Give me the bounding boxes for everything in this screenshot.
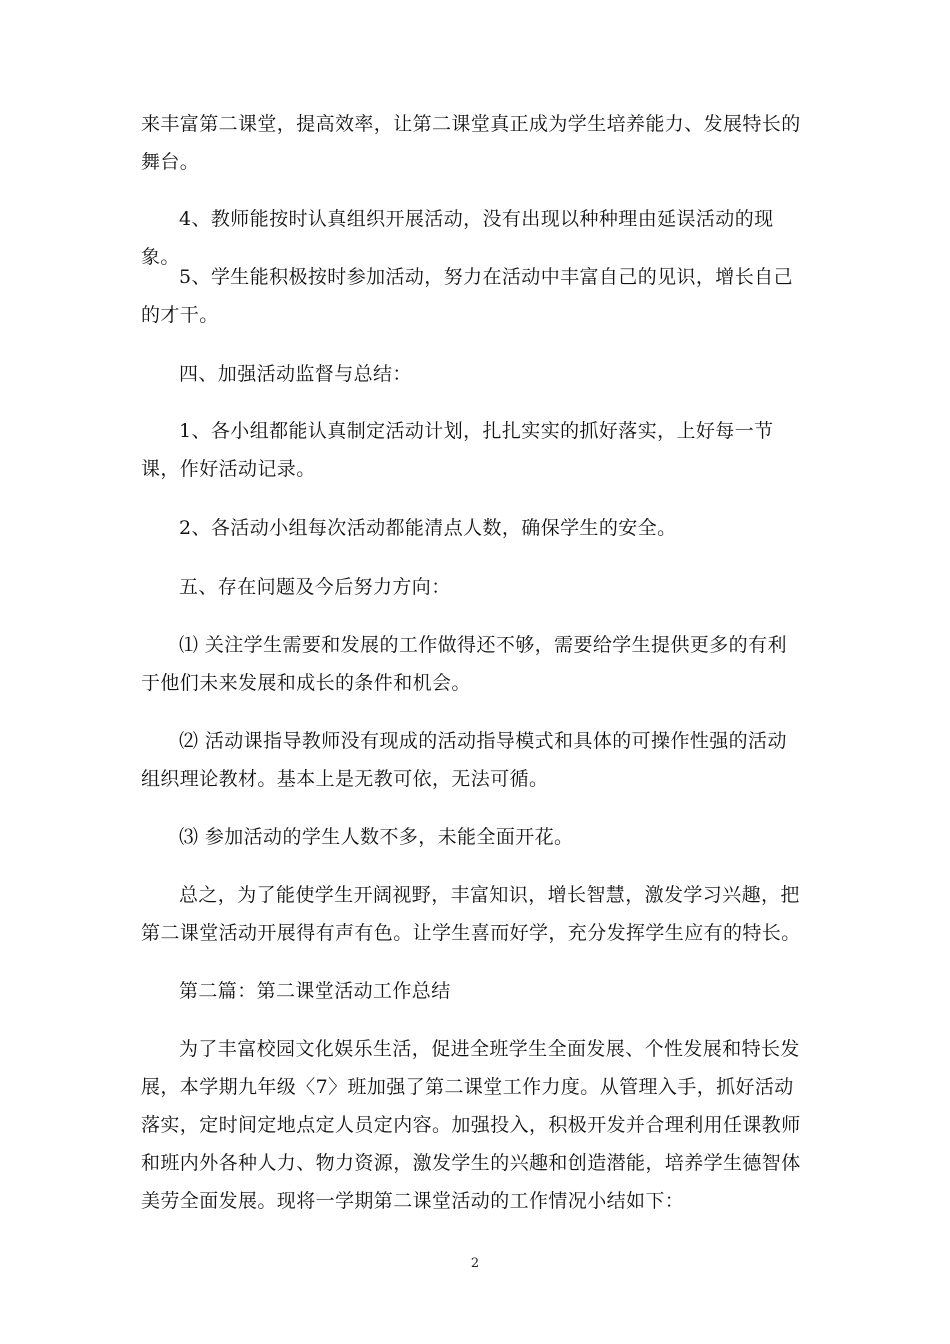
section-heading-4: 四、加强活动监督与总结： [179, 363, 412, 385]
paragraph-item-2: 2、各活动小组每次活动都能清点人数，确保学生的安全。 [179, 517, 677, 539]
page-number: 2 [470, 1256, 480, 1271]
paragraph-conclusion: 总之，为了能使学生开阔视野，丰富知识，增长智慧，激发学习兴趣，把第二课堂活动开展得有声有色。让学生喜而好学，充分发挥学生应有的特长。 [141, 884, 801, 944]
paragraph-issue-1: ⑴ 关注学生需要和发展的工作做得还不够，需要给学生提供更多的有利于他们未来发展和成长的条件和机会。 [141, 634, 787, 694]
paragraph-issue-2: ⑵ 活动课指导教师没有现成的活动指导模式和具体的可操作性强的活动组织理论教材。基本上是无教可依，无法可循。 [141, 730, 787, 790]
paragraph-item-5: 5、学生能积极按时参加活动，努力在活动中丰富自己的见识，增长自己的才干。 [141, 266, 793, 326]
paragraph-intro: 为了丰富校园文化娱乐生活，促进全班学生全面发展、个性发展和特长发展，本学期九年级〈7〉班加强了第二课堂工作力度。从管理入手，抓好活动落实，定时间定地点定人员定内容。加强投入，积极开发并合理利用任课教师和班内外各种人力、物力资源，激发学生的兴趣和创造潜能，培养学生德智体美劳全面发展。现将一学期第二课堂活动的工作情况小结如下： [141, 1038, 801, 1212]
paragraph-issue-3: ⑶ 参加活动的学生人数不多，未能全面开花。 [179, 826, 574, 848]
section-heading-5: 五、存在问题及今后努力方向： [179, 576, 451, 598]
paragraph-item-4: 4、教师能按时认真组织开展活动，没有出现以种种理由延误活动的现象。 [141, 208, 774, 268]
paragraph-continuation: 来丰富第二课堂，提高效率，让第二课堂真正成为学生培养能力、发展特长的舞台。 [141, 113, 801, 173]
paragraph-item-1: 1、各小组都能认真制定活动计划，扎扎实实的抓好落实，上好每一节课，作好活动记录。 [141, 420, 774, 480]
article-title: 第二篇：第二课堂活动工作总结 [179, 980, 451, 1002]
